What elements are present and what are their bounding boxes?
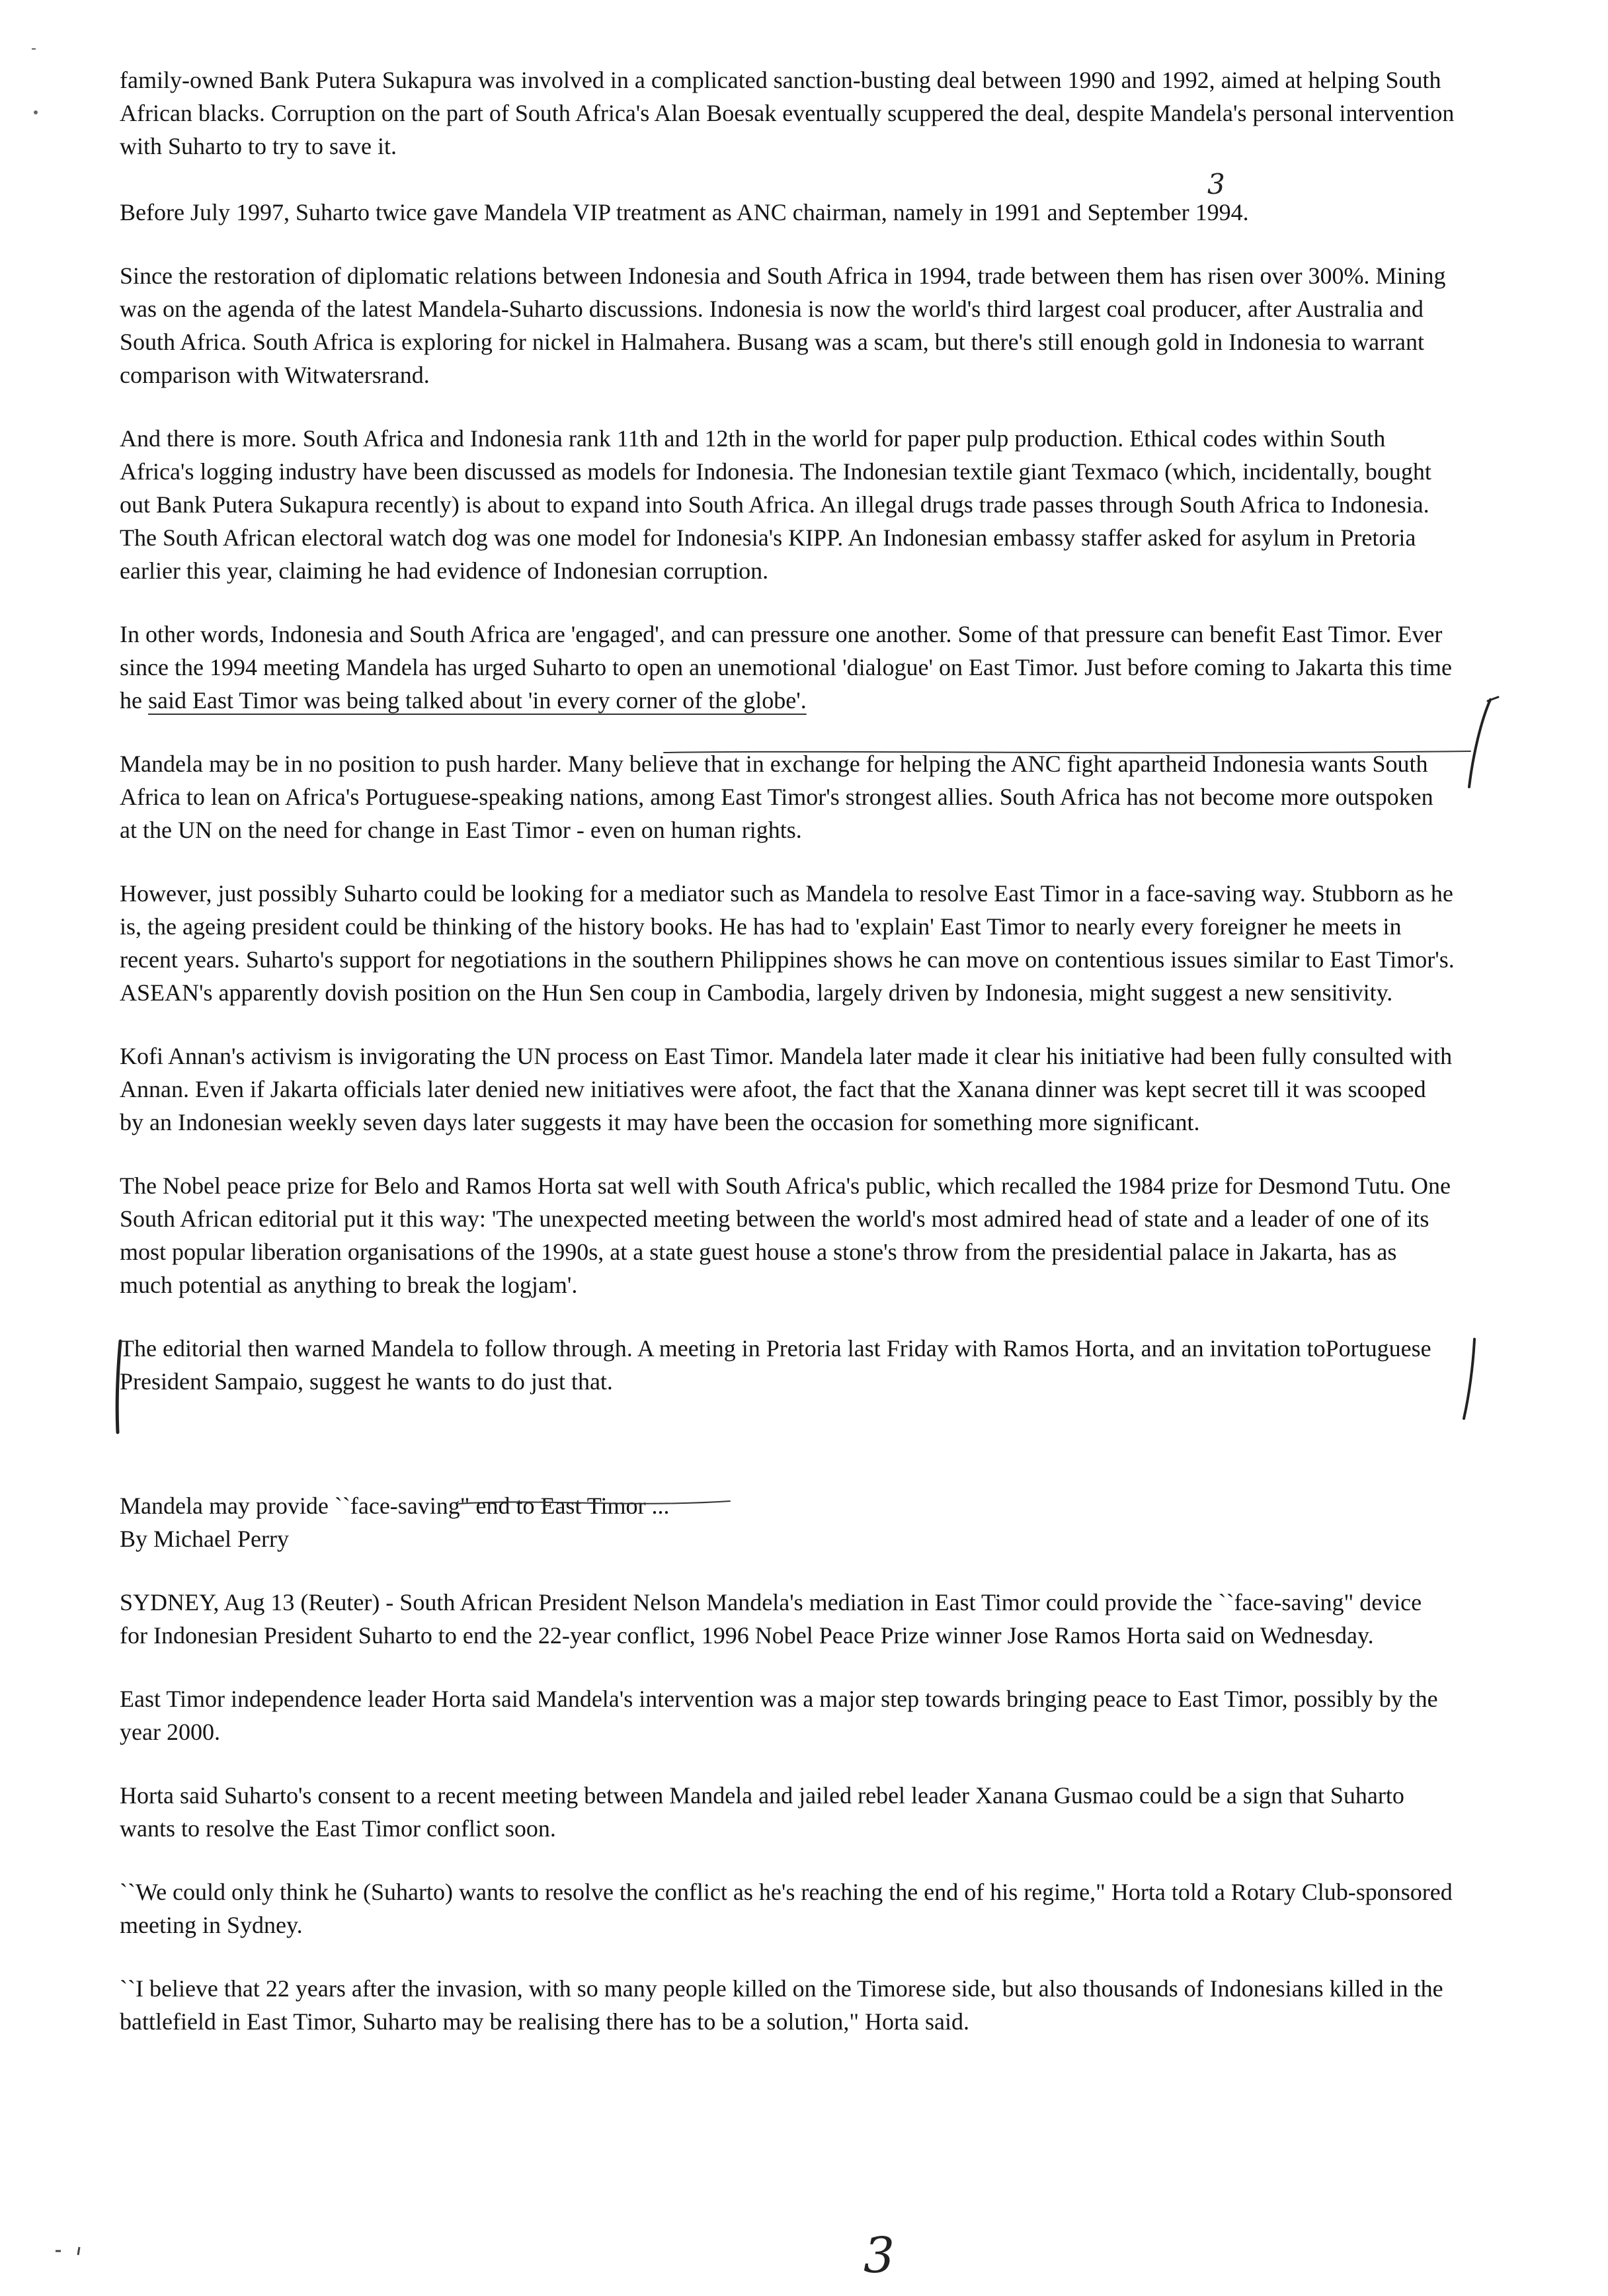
scan-speck-top (29, 46, 42, 119)
article-2-paragraph-5: ``I believe that 22 years after the invasion, with so many people killed on the Timorese side, but also thousands of Indonesians killed in the battlefield in East Timor, Suharto may be realising there has to be a solution," Horta said. (120, 1975, 1443, 2035)
paragraph-2: Before July 1997, Suharto twice gave Mandela VIP treatment as ANC chairman, namely in 1991 and September 1994. (120, 199, 1249, 226)
paragraph-9: The Nobel peace prize for Belo and Ramos Horta sat well with South Africa's public, which recalled the 1984 prize for Desmond Tutu. One South African editorial put it this way: 'The unexpected meeting between the world's most admired head of state and a leader of one of its most popular liberation organisations of the 1990s, at a state guest house a stone's throw from the presidential palace in Jakarta, has as much potential as anything to break the logjam'. (120, 1172, 1451, 1298)
margin-mark-right-1 (1461, 694, 1501, 794)
paragraph-5 (120, 618, 1455, 717)
article-2-headline: Mandela may provide ``face-saving" end to East Timor ... (120, 1493, 670, 1519)
article-body (120, 63, 1455, 2069)
margin-mark-left (106, 1337, 132, 1436)
article-2-byline: By Michael Perry (120, 1526, 289, 1552)
paragraph-4: And there is more. South Africa and Indonesia rank 11th and 12th in the world for paper pulp production. Ethical codes within South Africa's logging industry have been discussed as models for Indonesia. The Indonesian textile giant Texmaco (which, incidentally, bought out Bank Putera Sukapura recently) is about to expand into South Africa. An illegal drugs trade passes through South Africa to Indonesia. The South African electoral watch dog was one model for Indonesia's KIPP. An Indonesian embassy staffer asked for asylum in Pretoria earlier this year, claiming he had evidence of Indonesian corruption. (120, 425, 1431, 584)
paragraph-7: However, just possibly Suharto could be looking for a mediator such as Mandela to resolve East Timor in a face-saving way. Stubborn as he is, the ageing president could be thinking of the history books. He has had to 'explain' East Timor to nearly every foreigner he meets in recent years. Suharto's support for negotiations in the southern Philippines shows he can move on contentious issues similar to East Timor's. ASEAN's apparently dovish position on the Hun Sen coup in Cambodia, largely driven by Indonesia, might suggest a new sensitivity. (120, 880, 1455, 1006)
section-gap (120, 1428, 1455, 1489)
handwritten-correction: 3 (1207, 168, 1225, 200)
article-2-paragraph-2: East Timor independence leader Horta said Mandela's intervention was a major step towards bringing peace to East Timor, possibly by the year 2000. (120, 1686, 1438, 1745)
paragraph-1: family-owned Bank Putera Sukapura was involved in a complicated sanction-busting deal between 1990 and 1992, aimed at helping South African blacks. Corruption on the part of South Africa's Alan Boesak eventually scuppered the deal, despite Mandela's personal intervention with Suharto to try to save it. (120, 67, 1455, 159)
scan-speck-bottom (53, 2244, 93, 2258)
follow-through-underline (456, 1495, 734, 1510)
underlined-quote: said East Timor was being talked about 'in every corner of the globe'. (147, 687, 807, 714)
article-2-paragraph-3: Horta said Suharto's consent to a recent meeting between Mandela and jailed rebel leader Xanana Gusmao could be a sign that Suharto wants to resolve the East Timor conflict soon. (120, 1782, 1404, 1842)
paragraph-10: The editorial then warned Mandela to follow through. A meeting in Pretoria last Friday with Ramos Horta, and an invitation toPortuguese President Sampaio, suggest he wants to do just that. (120, 1335, 1431, 1395)
handwritten-underline (661, 746, 1474, 759)
article-2-paragraph-4: ``We could only think he (Suharto) wants to resolve the conflict as he's reaching the end of his regime," Horta told a Rotary Club-sponsored meeting in Sydney. (120, 1879, 1453, 1938)
page-number: 3 (864, 2227, 895, 2284)
paragraph-3: Since the restoration of diplomatic relations between Indonesia and South Africa in 1994, trade between them has risen over 300%. Mining was on the agenda of the latest Mandela-Suharto discussions. Indonesia is now the world's third largest coal producer, after Australia and South Africa. South Africa is exploring for nickel in Halmahera. Busang was a scam, but there's still enough gold in Indonesia to warrant comparison with Witwatersrand. (120, 263, 1446, 388)
paragraph-6: Mandela may be in no position to push harder. Many believe that in exchange for helping the ANC fight apartheid Indonesia wants South Africa to lean on Africa's Portuguese-speaking nations, among East Timor's strongest allies. South Africa has not become more outspoken at the UN on the need for change in East Timor - even on human rights. (120, 751, 1433, 843)
margin-mark-right-2 (1455, 1332, 1488, 1425)
article-2-paragraph-1: SYDNEY, Aug 13 (Reuter) - South African President Nelson Mandela's mediation in East Timor could provide the ``face-saving" device for Indonesian President Suharto to end the 22-year conflict, 1996 Nobel Peace Prize winner Jose Ramos Horta said on Wednesday. (120, 1589, 1422, 1649)
paragraph-8: Kofi Annan's activism is invigorating the UN process on East Timor. Mandela later made it clear his initiative had been fully consulted with Annan. Even if Jakarta officials later denied new initiatives were afoot, the fact that the Xanana dinner was kept secret till it was scooped by an Indonesian weekly seven days later suggests it may have been the occasion for something more significant. (120, 1043, 1453, 1135)
paragraph-5-text: In other words, Indonesia and South Africa are 'engaged', and can pressure one another. Some of that pressure can benefit East Timor. Ever since the 1994 meeting Mandela has urged Suharto to open an unemotional 'dialogue' on East Timor. Just before coming to Jakarta this time he (120, 621, 1452, 714)
